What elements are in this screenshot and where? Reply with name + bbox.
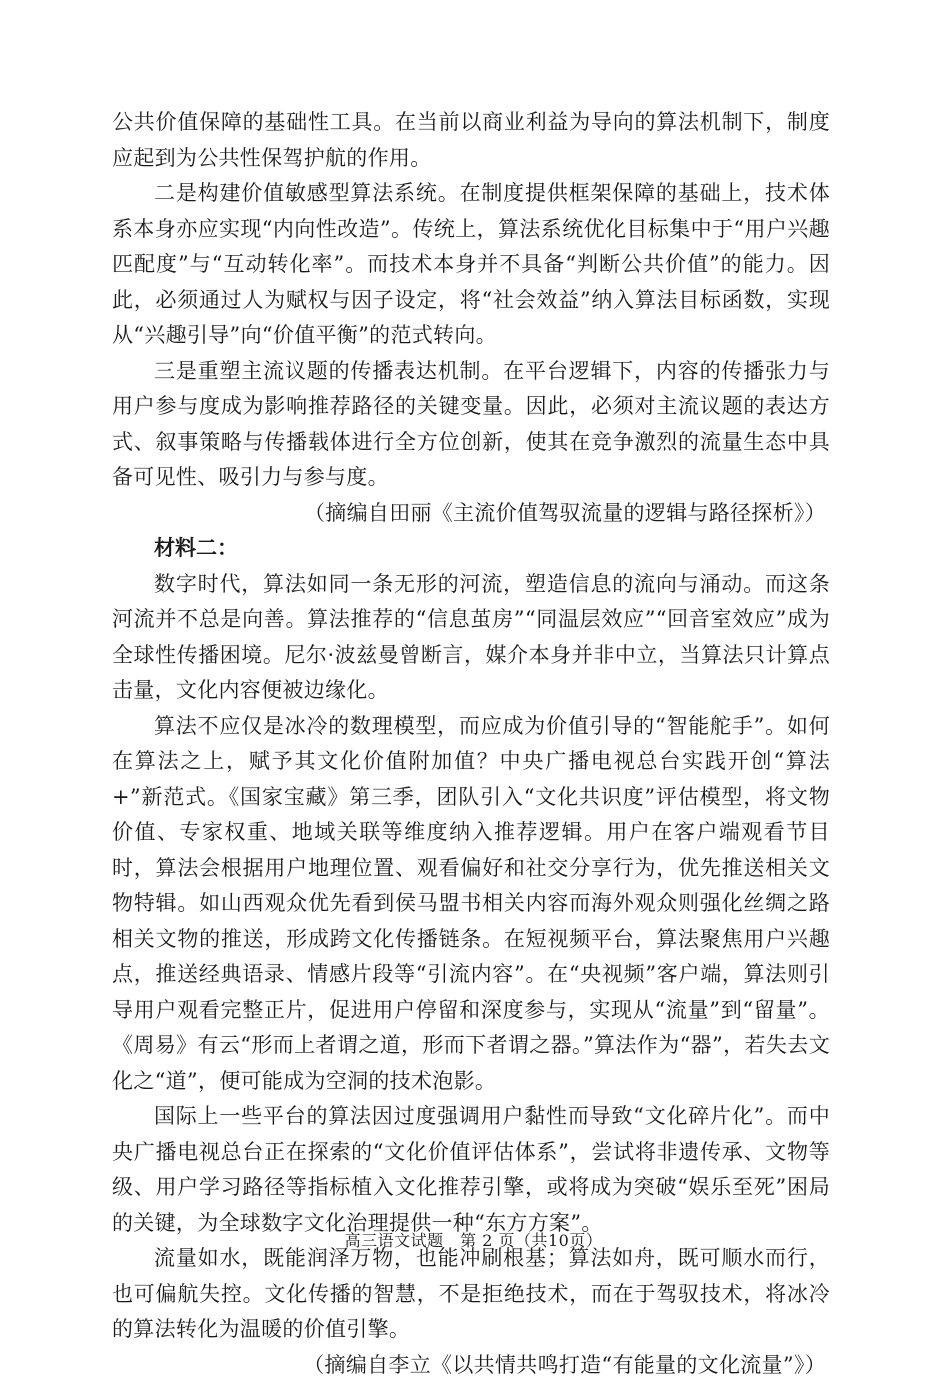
paragraph-material-two-4: 流量如水，既能润泽万物，也能冲刷根基；算法如舟，既可顺水而行，也可偏航失控。文化传播的智慧，不是拒绝技术，而在于驾驭技术，将冰冷的算法转化为温暖的价值引擎。 [112, 1241, 830, 1348]
source-citation-1: （摘编自田丽《主流价值驾驭流量的逻辑与路径探析》） [112, 496, 830, 532]
paragraph-continuation: 公共价值保障的基础性工具。在当前以商业利益为导向的算法机制下，制度应起到为公共性保驾护航的作用。 [112, 105, 830, 176]
page-footer: 高三语文试题 第 2 页（共10页） [0, 1228, 947, 1251]
source-citation-2: （摘编自李立《以共情共鸣打造“有能量的文化流量”》） [112, 1348, 830, 1383]
paragraph-point-two: 二是构建价值敏感型算法系统。在制度提供框架保障的基础上，技术体系本身亦应实现“内向性改造”。传统上，算法系统优化目标集中于“用户兴趣匹配度”与“互动转化率”。而技术本身并不具备“判断公共价值”的能力。因此，必须通过人为赋权与因子设定，将“社会效益”纳入算法目标函数，实现从“兴趣引导”向“价值平衡”的范式转向。 [112, 176, 830, 354]
material-two-heading: 材料二： [112, 531, 830, 567]
paragraph-material-two-1: 数字时代，算法如同一条无形的河流，塑造信息的流向与涌动。而这条河流并不总是向善。算法推荐的“信息茧房”“同温层效应”“回音室效应”成为全球性传播困境。尼尔·波兹曼曾断言，媒介本身并非中立，当算法只计算点击量，文化内容便被边缘化。 [112, 567, 830, 709]
document-page [112, 105, 830, 1383]
paragraph-material-two-2: 算法不应仅是冰冷的数理模型，而应成为价值引导的“智能舵手”。如何在算法之上，赋予其文化价值附加值？中央广播电视总台实践开创“算法+”新范式。《国家宝藏》第三季，团队引入“文化共识度”评估模型，将文物价值、专家权重、地域关联等维度纳入推荐逻辑。用户在客户端观看节目时，算法会根据用户地理位置、观看偏好和社交分享行为，优先推送相关文物特辑。如山西观众优先看到侯马盟书相关内容而海外观众则强化丝绸之路相关文物的推送，形成跨文化传播链条。在短视频平台，算法聚焦用户兴趣点，推送经典语录、情感片段等“引流内容”。在“央视频”客户端，算法则引导用户观看完整正片，促进用户停留和深度参与，实现从“流量”到“留量”。《周易》有云“形而上者谓之道，形而下者谓之器。”算法作为“器”，若失去文化之“道”，便可能成为空洞的技术泡影。 [112, 709, 830, 1100]
paragraph-point-three: 三是重塑主流议题的传播表达机制。在平台逻辑下，内容的传播张力与用户参与度成为影响推荐路径的关键变量。因此，必须对主流议题的表达方式、叙事策略与传播载体进行全方位创新，使其在竞争激烈的流量生态中具备可见性、吸引力与参与度。 [112, 354, 830, 496]
paragraph-material-two-3: 国际上一些平台的算法因过度强调用户黏性而导致“文化碎片化”。而中央广播电视总台正在探索的“文化价值评估体系”，尝试将非遗传承、文物等级、用户学习路径等指标植入文化推荐引擎，或将成为突破“娱乐至死”困局的关键，为全球数字文化治理提供一种“东方方案”。 [112, 1099, 830, 1241]
